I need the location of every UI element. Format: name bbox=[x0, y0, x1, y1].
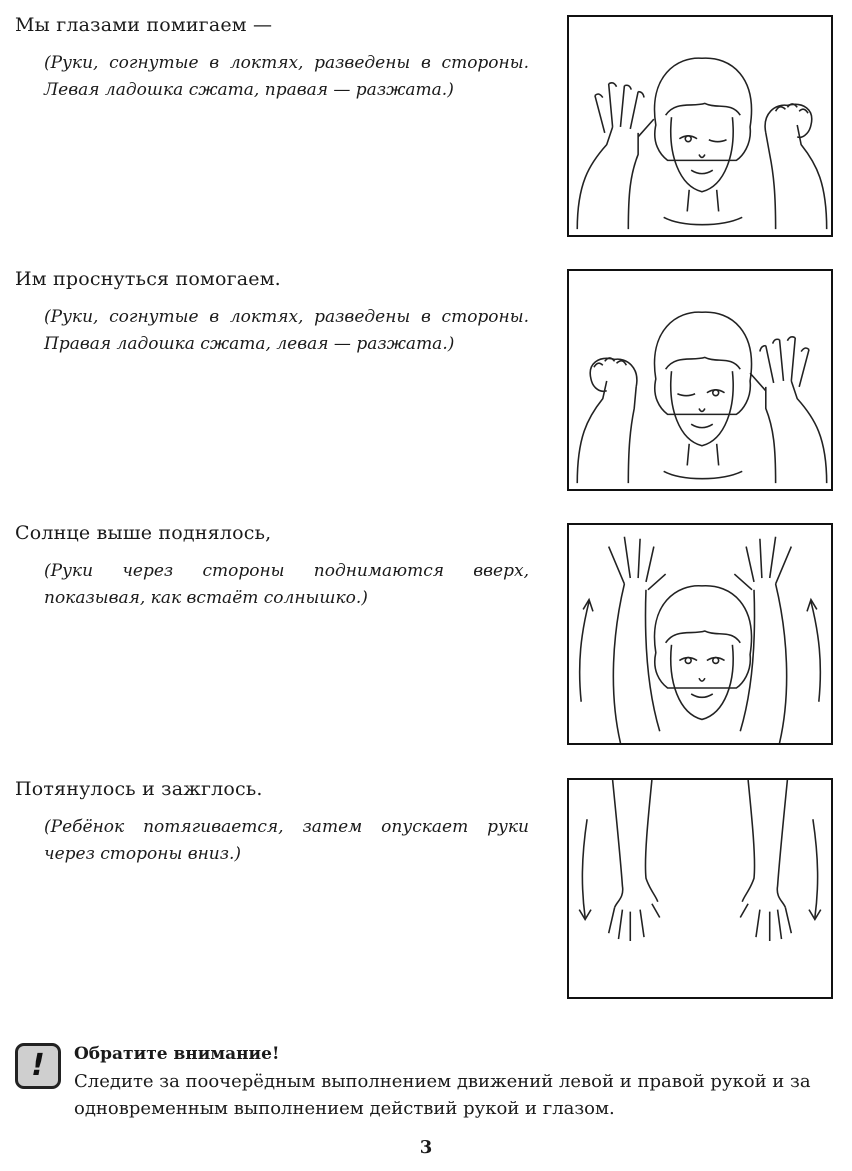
verse-line: Мы глазами помигаем — bbox=[15, 14, 273, 36]
child-winking-left-fist-illustration bbox=[567, 15, 833, 237]
page-number: 3 bbox=[419, 1137, 433, 1158]
arms-lowering-illustration bbox=[567, 778, 833, 999]
verse-line: Потянулось и зажглось. bbox=[15, 778, 263, 800]
verse-line: Им проснуться помогаем. bbox=[15, 268, 281, 290]
instruction-note: (Руки, согнутые в локтях, разведены в стороны. Правая ладошка сжата, левая — разжата.) bbox=[44, 307, 529, 354]
verse-line: Солнце выше поднялось, bbox=[15, 522, 272, 544]
child-arms-raised-illustration bbox=[567, 523, 833, 745]
exclamation-icon: ! bbox=[15, 1043, 61, 1089]
instruction-note: (Руки, согнутые в локтях, разведены в стороны. Левая ладошка сжата, правая — разжата.) bbox=[44, 53, 529, 100]
attention-title: Обратите внимание! bbox=[74, 1044, 280, 1064]
child-winking-right-fist-illustration bbox=[567, 269, 833, 491]
instruction-note: (Руки через стороны поднимаются вверх, показывая, как встаёт солнышко.) bbox=[44, 561, 529, 608]
attention-text: Следите за поочерёдным выполнением движений левой и правой рукой и за одновременным выполнением действий рукой и глазом. bbox=[74, 1071, 811, 1119]
instruction-note: (Ребёнок потягивается, затем опускает руки через стороны вниз.) bbox=[44, 817, 529, 864]
